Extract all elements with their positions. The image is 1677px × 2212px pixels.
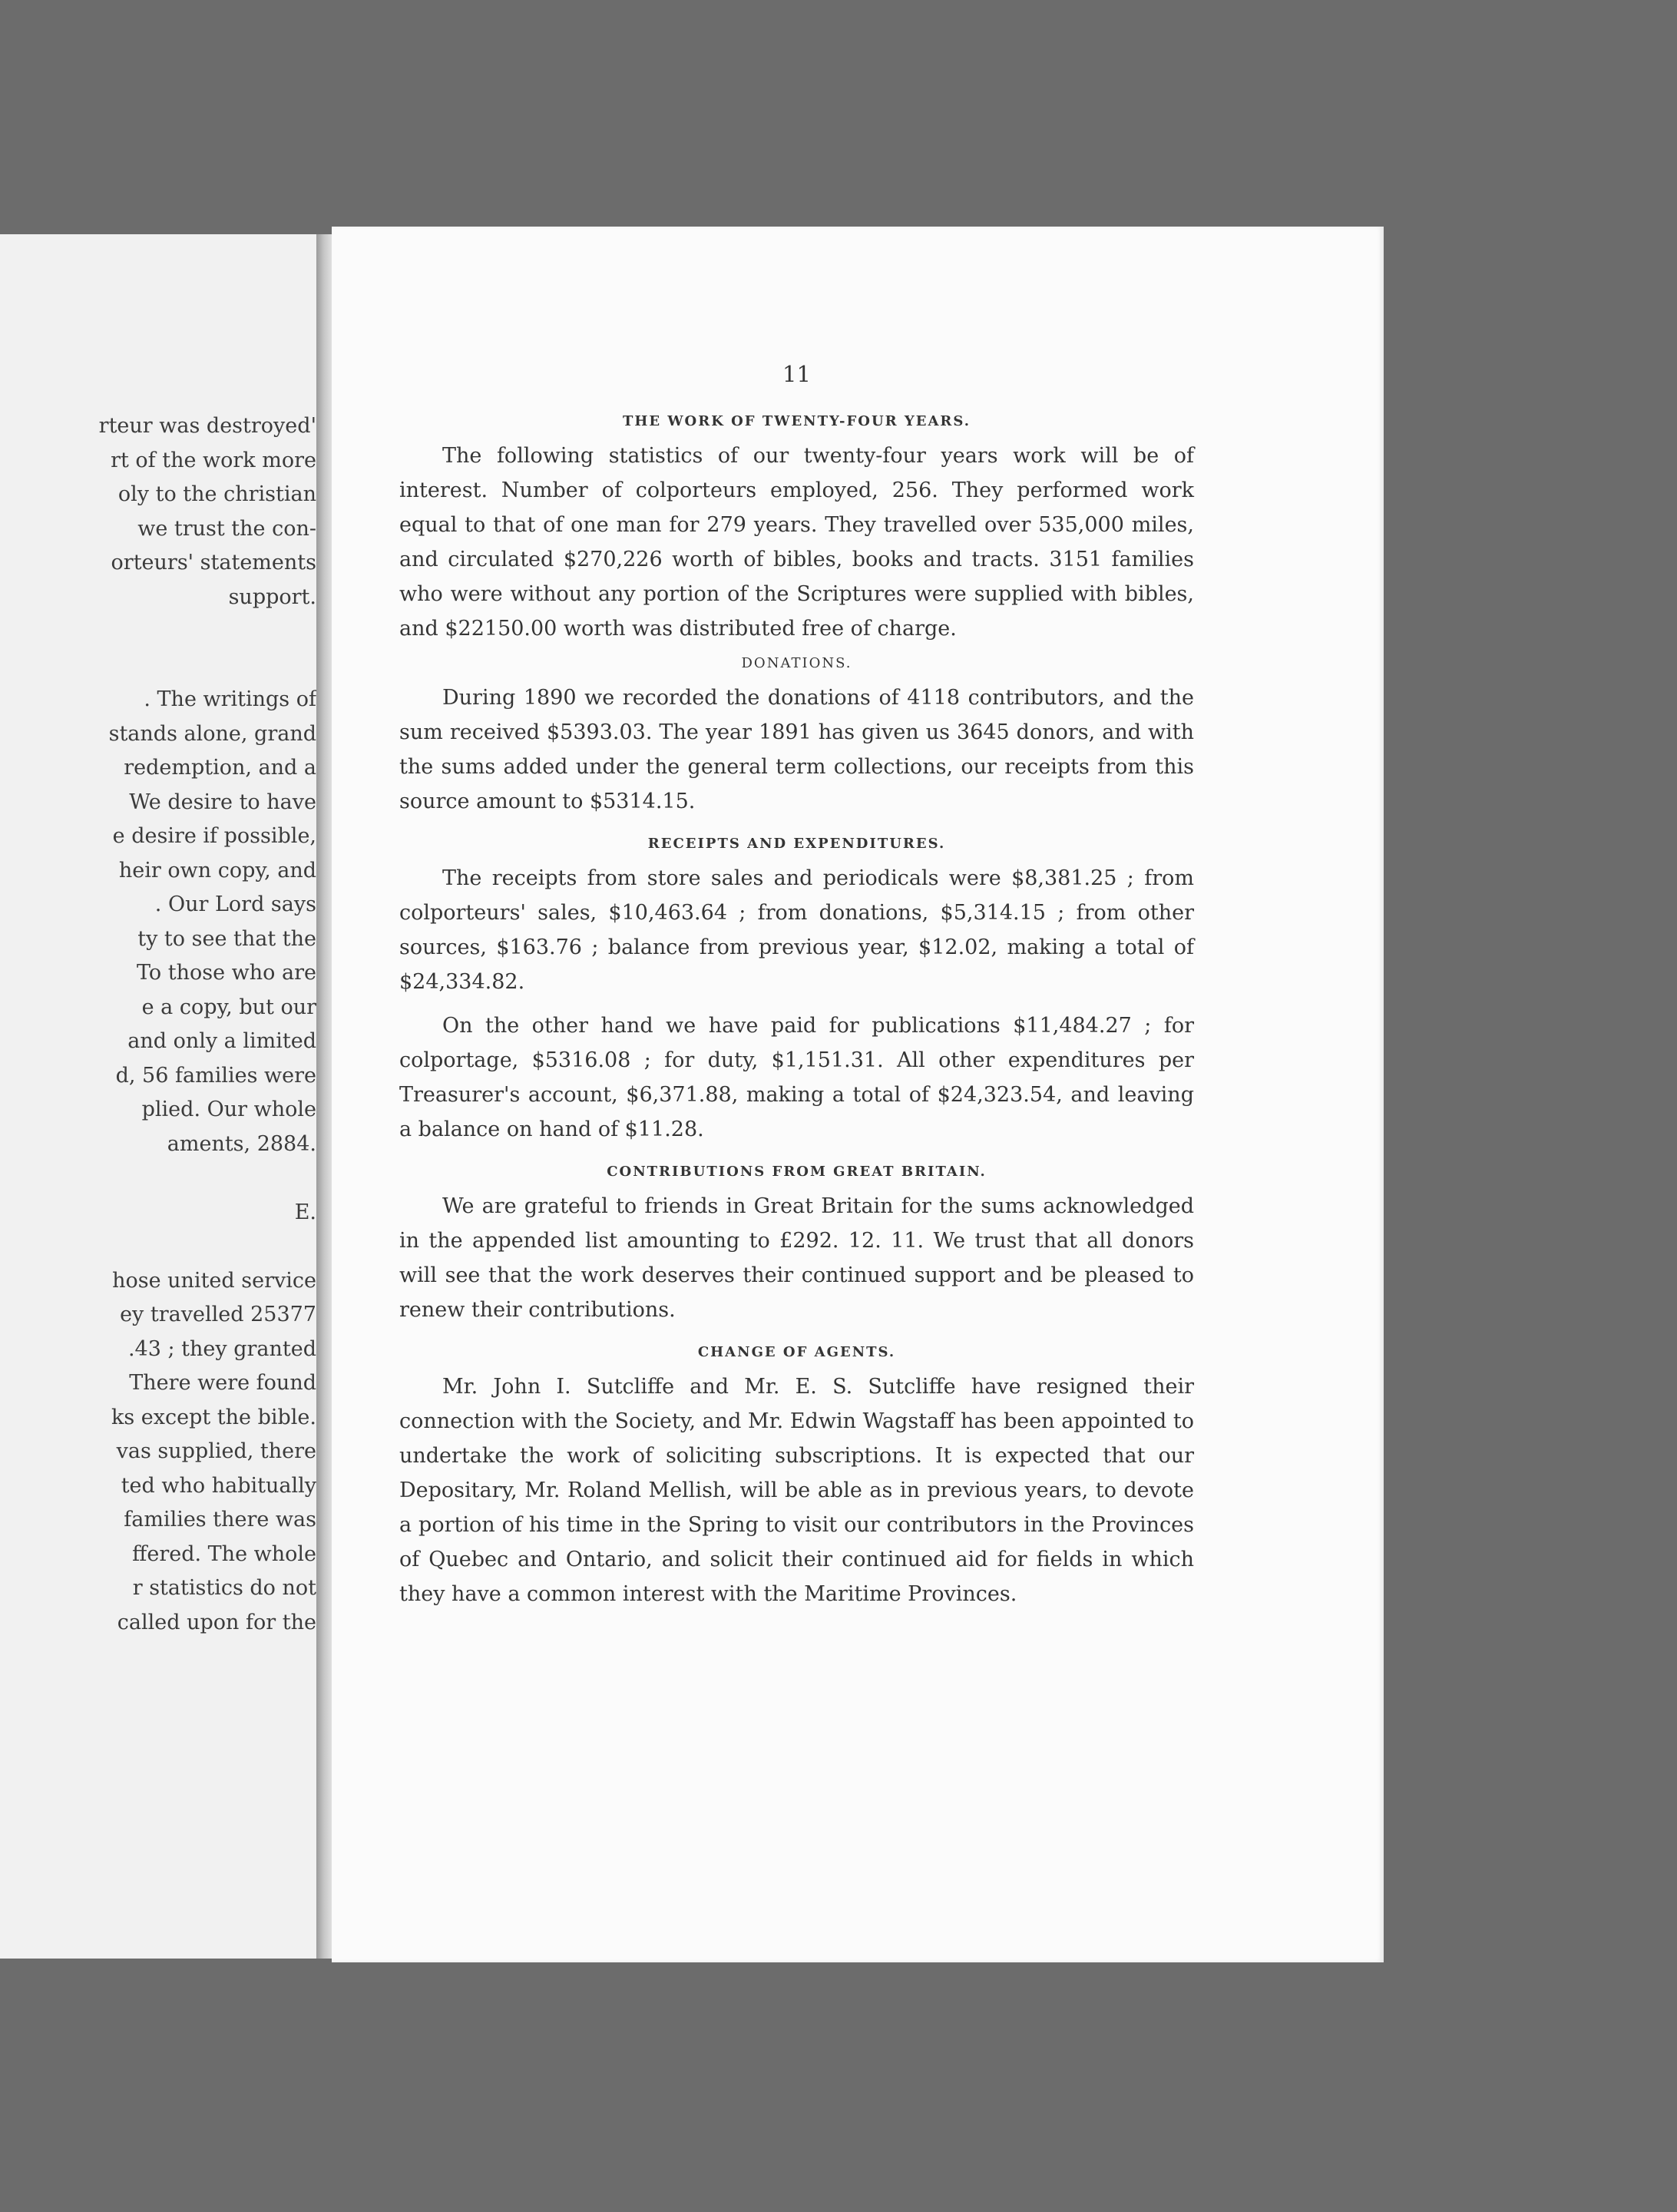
page-number: 11 [782, 361, 811, 387]
left-line: support. [228, 584, 316, 609]
left-line: rt of the work more [111, 448, 316, 472]
left-line: stands alone, grand [108, 721, 316, 746]
left-line: ted who habitually [121, 1473, 316, 1498]
section-heading-receipts: RECEIPTS AND EXPENDITURES. [647, 836, 946, 852]
left-gap [0, 1161, 316, 1196]
page-body [399, 361, 1194, 1621]
left-line: . Our Lord says [154, 892, 316, 916]
section-heading-donations: DONATIONS. [741, 655, 852, 671]
section-heading-agents: CHANGE OF AGENTS. [697, 1344, 896, 1360]
left-page-text [0, 409, 316, 1640]
paragraph-donations: During 1890 we recorded the donations of 4118 contributors, and the sum received $5393.03. The year 1891 has given us 3645 donors, and with the sums added under the general term collections, our receipts from this source amount to $5314.15. [399, 686, 1194, 813]
left-line: families there was [124, 1508, 316, 1532]
left-page [0, 234, 322, 1959]
paragraph-work: The following statistics of our twenty-four years work will be of interest. Number of colporteurs employed, 256. They performed work equal to that of one man for 279 years. They travelled over 535,000 miles, and circulated $270,226 worth of bibles, books and tracts. 3151 families who were without any portion of the Scriptures were supplied with bibles, and $22150.00 worth was distributed free of charge. [399, 444, 1194, 641]
left-line: e desire if possible, [112, 824, 316, 848]
left-line: oly to the christian [117, 482, 316, 506]
left-line: plied. Our whole [141, 1098, 316, 1121]
left-line: ks except the bible. [111, 1405, 316, 1429]
left-gap [0, 1230, 316, 1264]
left-line: .43 ; they granted [127, 1336, 316, 1361]
left-line: vas supplied, there [116, 1439, 316, 1463]
paragraph-great-britain: We are grateful to friends in Great Britain for the sums acknowledged in the appended list amounting to £292. 12. 11. We trust that all donors will see that the work deserves their continued support and be pleased to renew their contributions. [399, 1194, 1194, 1322]
left-line: . The writings of [144, 687, 316, 711]
paragraph-receipts: The receipts from store sales and periodicals were $8,381.25 ; from colporteurs' sales, $10,463.64 ; from donations, $5,314.15 ; from other sources, $163.76 ; balance from previous year, $12.02, making a total of $24,334.82. [399, 866, 1194, 994]
left-gap [0, 614, 316, 649]
left-line: ty to see that the [137, 926, 316, 951]
left-line: aments, 2884. [167, 1131, 316, 1156]
left-line: redemption, and a [124, 756, 316, 780]
left-line: called upon for the [117, 1610, 316, 1634]
left-line: r statistics do not [132, 1576, 316, 1600]
left-line: E. [294, 1200, 316, 1224]
paragraph-expenditures: On the other hand we have paid for publications $11,484.27 ; for colportage, $5316.08 ; for duty, $1,151.31. All other expenditures per Treasurer's account, $6,371.88, making a total of $24,323.54, and leaving a balance on hand of $11.28. [399, 1014, 1194, 1141]
left-line: rteur was destroyed' [98, 414, 316, 438]
left-line: we trust the con- [137, 516, 316, 541]
left-gap [0, 649, 316, 684]
section-heading-work: THE WORK OF TWENTY-FOUR YEARS. [622, 413, 971, 429]
left-line: e a copy, but our [141, 995, 316, 1019]
left-line: We desire to have [129, 790, 316, 814]
book-gutter [316, 234, 333, 1959]
left-line: To those who are [137, 961, 316, 985]
right-page [332, 227, 1384, 1962]
section-heading-great-britain: CONTRIBUTIONS FROM GREAT BRITAIN. [607, 1164, 987, 1180]
left-line: orteurs' statements [111, 551, 316, 575]
left-line: and only a limited [127, 1029, 316, 1053]
left-line: d, 56 families were [115, 1063, 316, 1088]
left-line: ey travelled 25377 [120, 1303, 316, 1326]
left-line: There were found [129, 1371, 316, 1395]
left-line: hose united service [112, 1268, 316, 1293]
left-line: ffered. The whole [132, 1541, 316, 1566]
paragraph-agents: Mr. John I. Sutcliffe and Mr. E. S. Sutcliffe have resigned their connection with the Society, and Mr. Edwin Wagstaff has been appointed to undertake the work of soliciting subscriptions. It is expected that our Depositary, Mr. Roland Mellish, will be able as in previous years, to devote a portion of his time in the Spring to visit our contributors in the Provinces of Quebec and Ontario, and solicit their continued aid for fields in which they have a common interest with the Maritime Provinces. [399, 1375, 1194, 1606]
left-line: heir own copy, and [118, 858, 316, 882]
